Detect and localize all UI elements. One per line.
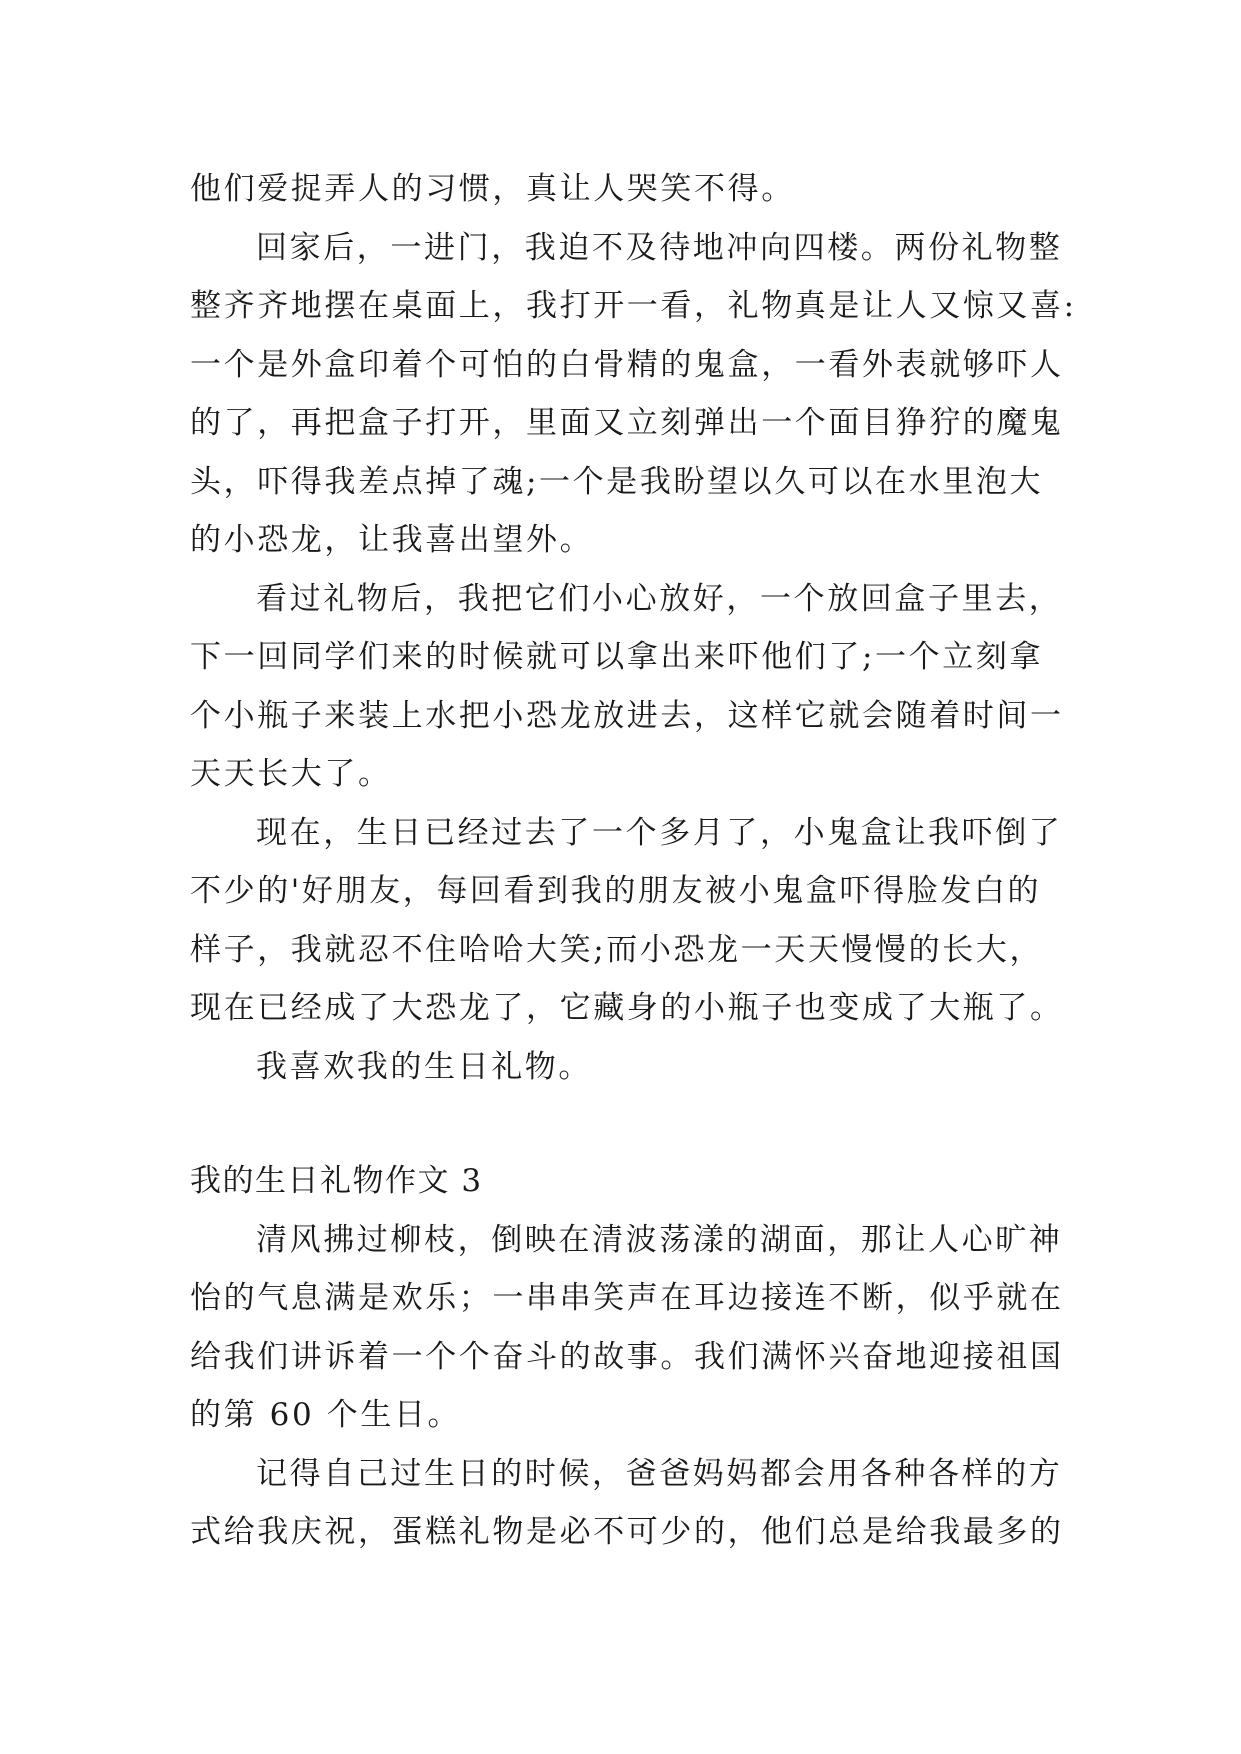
text-line: 看过礼物后，我把它们小心放好，一个放回盒子里去， <box>256 580 1063 617</box>
text-line: 个小瓶子来装上水把小恐龙放进去，这样它就会随着时间一 <box>190 697 1064 734</box>
text-line: 现在已经成了大恐龙了，它藏身的小瓶子也变成了大瓶了。 <box>190 990 1064 1026</box>
text-line: 不少的'好朋友，每回看到我的朋友被小鬼盒吓得脸发白的 <box>190 873 1042 909</box>
text-line: 回家后，一进门，我迫不及待地冲向四楼。两份礼物整 <box>256 229 1063 266</box>
text-line: 整齐齐地摆在桌面上，我打开一看，礼物真是让人又惊又喜: <box>190 288 1077 324</box>
text-line: 他们爱捉弄人的习惯，真让人哭笑不得。 <box>190 171 795 207</box>
text-line: 天天长大了。 <box>190 756 392 792</box>
text-line: 怡的气息满是欢乐；一串串笑声在耳边接连不断，似乎就在 <box>190 1280 1064 1316</box>
text-line: 样子，我就忍不住哈哈大笑;而小恐龙一天天慢慢的长大， <box>190 931 1044 968</box>
document-body <box>190 160 1077 1562</box>
text-line: 现在，生日已经过去了一个多月了，小鬼盒让我吓倒了 <box>256 814 1063 851</box>
text-line: 下一回同学们来的时候就可以拿出来吓他们了;一个立刻拿 <box>190 639 1044 675</box>
text-line: 给我们讲诉着一个个奋斗的故事。我们满怀兴奋地迎接祖国 <box>190 1338 1064 1375</box>
text-line: 式给我庆祝，蛋糕礼物是必不可少的，他们总是给我最多的 <box>190 1514 1064 1550</box>
section-gap <box>190 1096 1065 1152</box>
section-heading: 我的生日礼物作文 3 <box>190 1163 483 1199</box>
text-line: 的了，再把盒子打开，里面又立刻弹出一个面目狰狞的魔鬼 <box>190 405 1064 441</box>
text-line: 的第 60 个生日。 <box>190 1397 462 1433</box>
text-line: 的小恐龙，让我喜出望外。 <box>190 522 594 558</box>
text-line: 清风拂过柳枝，倒映在清波荡漾的湖面，那让人心旷神 <box>256 1221 1063 1258</box>
text-line: 一个是外盒印着个可怕的白骨精的鬼盒，一看外表就够吓人 <box>190 346 1064 383</box>
text-line: 记得自己过生日的时候，爸爸妈妈都会用各种各样的方 <box>256 1455 1063 1492</box>
text-line: 头，吓得我差点掉了魂;一个是我盼望以久可以在水里泡大 <box>190 463 1044 500</box>
text-line: 我喜欢我的生日礼物。 <box>256 1048 592 1085</box>
